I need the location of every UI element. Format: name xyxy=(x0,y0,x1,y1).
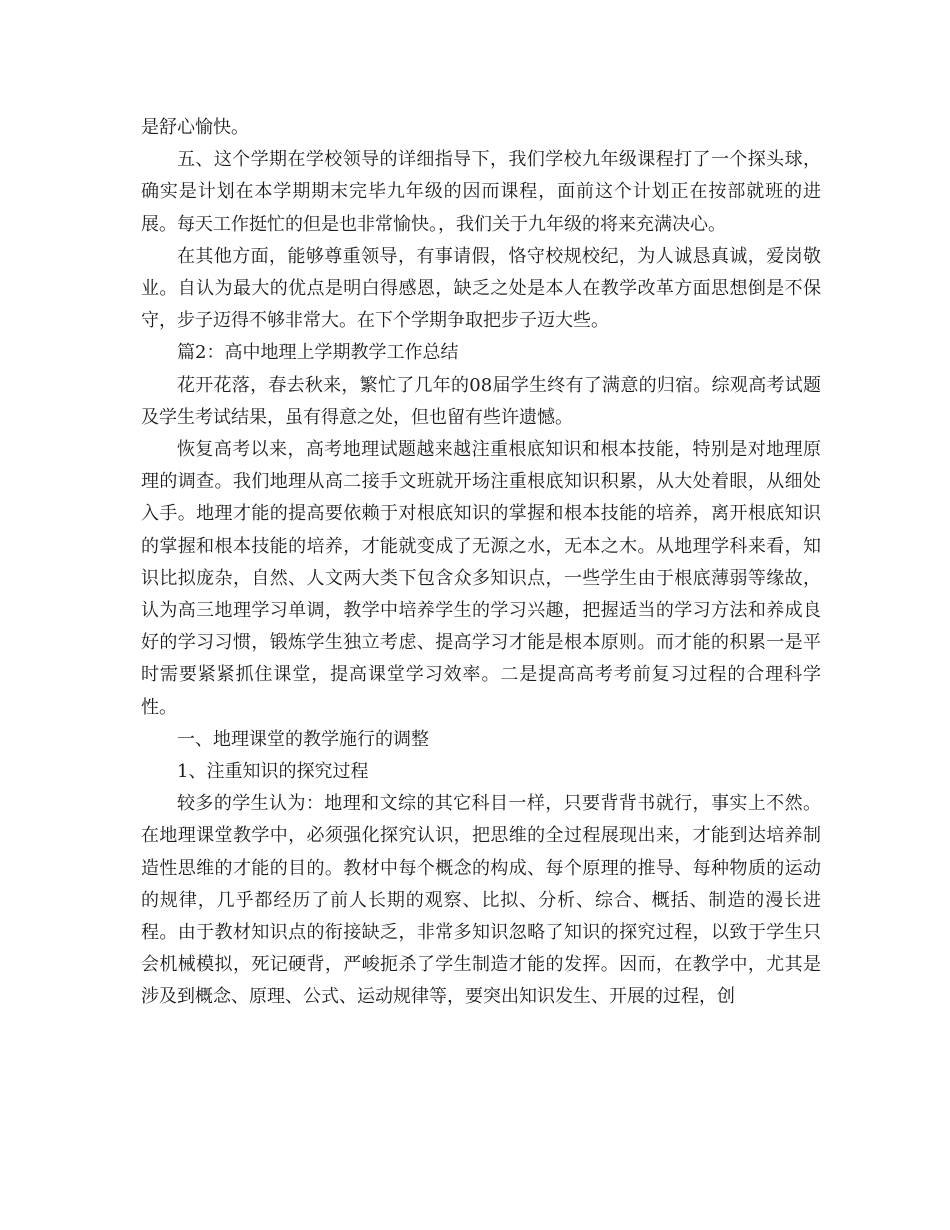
paragraph-2: 五、这个学期在学校领导的详细指导下，我们学校九年级课程打了一个探头球，确实是计划在本学期期末完毕九年级的因而课程，面前这个计划正在按部就班的进展。每天工作挺忙的但是也非常愉快。，我们关于九年级的将来充满决心。 xyxy=(141,149,821,235)
paragraph-4: 花开花落，春去秋来，繁忙了几年的08届学生终有了满意的归宿。综观高考试题及学生考试结果，虽有得意之处，但也留有些许遗憾。 xyxy=(141,374,821,428)
paragraph-6: 较多的学生认为：地理和文综的其它科目一样，只要背背书就行，事实上不然。在地理课堂教学中，必须强化探究认识，把思维的全过程展现出来，才能到达培养制造性思维的才能的目的。教材中每个概念的构成、每个原理的推导、每种物质的运动的规律，几乎都经历了前人长期的观察、比拟、分析、综合、概括、制造的漫长进程。由于教材知识点的衔接缺乏，非常多知识忽略了知识的探究过程，以致于学生只会机械模拟，死记硬背，严峻扼杀了学生制造才能的发挥。因而，在教学中，尤其是涉及到概念、原理、公式、运动规律等，要突出知识发生、开展的过程，创 xyxy=(141,793,821,1008)
paragraph-5: 恢复高考以来，高考地理试题越来越注重根底知识和根本技能，特别是对地理原理的调查。我们地理从高二接手文班就开场注重根底知识积累，从大处着眼，从细处入手。地理才能的提高要依赖于对根底知识的掌握和根本技能的培养，离开根底知识的掌握和根本技能的培养，才能就变成了无源之水，无本之木。从地理学科来看，知识比拟庞杂，自然、人文两大类下包含众多知识点，一些学生由于根底薄弱等缘故，认为高三地理学习单调，教学中培养学生的学习兴趣，把握适当的学习方法和养成良好的学习习惯，锻炼学生独立考虑、提高学习才能是根本原则。而才能的积累一是平时需要紧紧抓住课堂，提高课堂学习效率。二是提高高考考前复习过程的合理科学性。 xyxy=(141,439,821,718)
section-heading-article-2: 篇2：高中地理上学期教学工作总结 xyxy=(177,342,459,364)
section-heading-1: 一、地理课堂的教学施行的调整 xyxy=(177,728,429,750)
subsection-heading-1: 1、注重知识的探究过程 xyxy=(177,761,369,783)
paragraph-1: 是舒心愉快。 xyxy=(141,117,249,138)
paragraph-3: 在其他方面，能够尊重领导，有事请假，恪守校规校纪，为人诚恳真诚，爱岗敬业。自认为最大的优点是明白得感恩，缺乏之处是本人在教学改革方面思想倒是不保守，步子迈得不够非常大。在下个学期争取把步子迈大些。 xyxy=(141,245,821,332)
document-body xyxy=(141,112,821,1014)
